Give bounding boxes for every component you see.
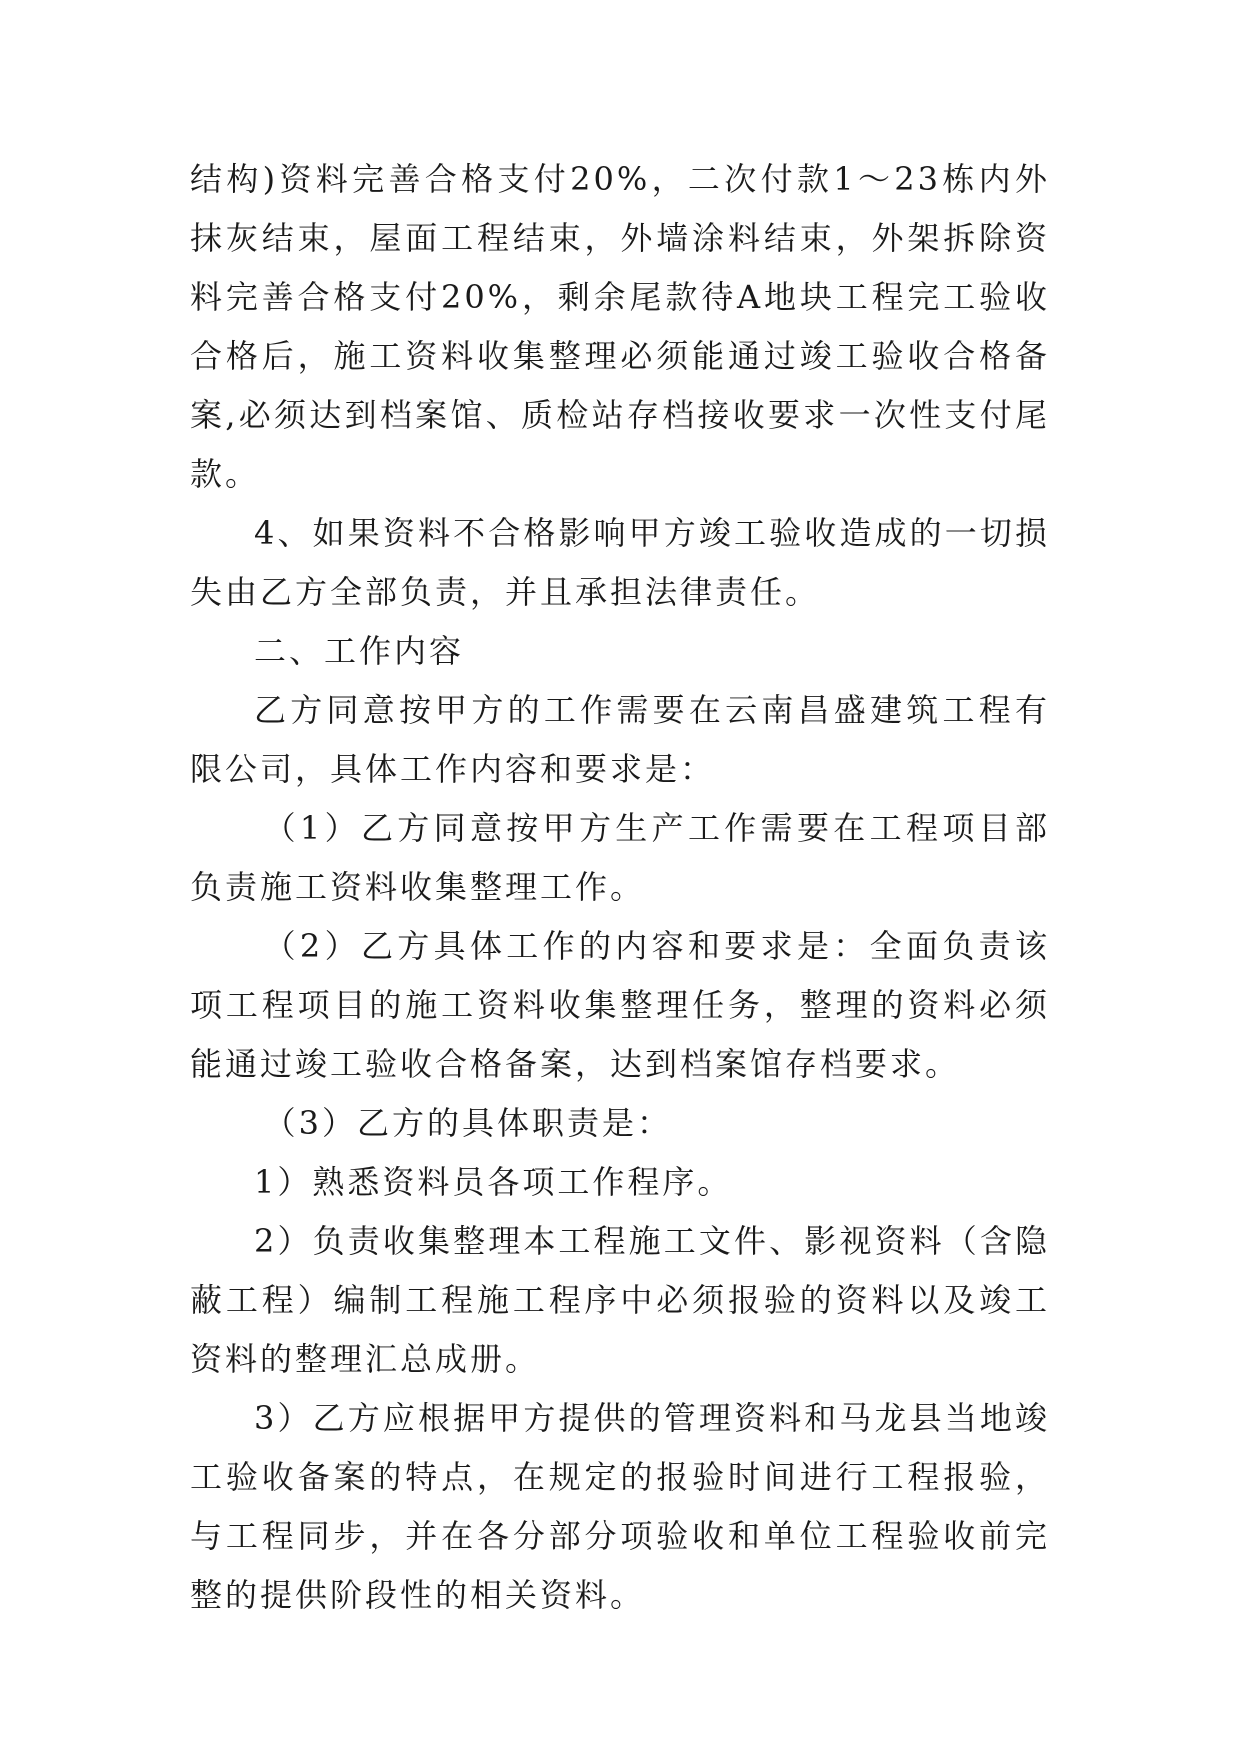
paragraph-work-agreement: 乙方同意按甲方的工作需要在云南昌盛建筑工程有限公司，具体工作内容和要求是：: [190, 691, 1050, 788]
document-body: [190, 150, 1050, 1625]
paragraph-duty-2: 2）负责收集整理本工程施工文件、影视资料（含隐蔽工程）编制工程施工程序中必须报验的资料以及竣工资料的整理汇总成册。: [190, 1222, 1050, 1378]
paragraph-item-3: （3）乙方的具体职责是：: [263, 1104, 672, 1142]
paragraph-clause-4: 4、如果资料不合格影响甲方竣工验收造成的一切损失由乙方全部负责，并且承担法律责任。: [190, 514, 1050, 611]
paragraph-payment-terms: 结构)资料完善合格支付20%，二次付款1～23栋内外抹灰结束，屋面工程结束，外墙涂料结束，外架拆除资料完善合格支付20%，剩余尾款待A地块工程完工验收合格后，施工资料收集整理必须能通过竣工验收合格备案,必须达到档案馆、质检站存档接收要求一次性支付尾款。: [190, 160, 1050, 493]
paragraph-item-2: （2）乙方具体工作的内容和要求是：全面负责该项工程项目的施工资料收集整理任务，整理的资料必须能通过竣工验收合格备案，达到档案馆存档要求。: [190, 927, 1050, 1083]
paragraph-duty-1: 1）熟悉资料员各项工作程序。: [254, 1163, 733, 1201]
paragraph-item-1: （1）乙方同意按甲方生产工作需要在工程项目部负责施工资料收集整理工作。: [190, 809, 1050, 906]
section-heading-work-content: 二、工作内容: [254, 632, 465, 670]
paragraph-duty-3: 3）乙方应根据甲方提供的管理资料和马龙县当地竣工验收备案的特点，在规定的报验时间进行工程报验，与工程同步，并在各分部分项验收和单位工程验收前完整的提供阶段性的相关资料。: [190, 1399, 1050, 1614]
